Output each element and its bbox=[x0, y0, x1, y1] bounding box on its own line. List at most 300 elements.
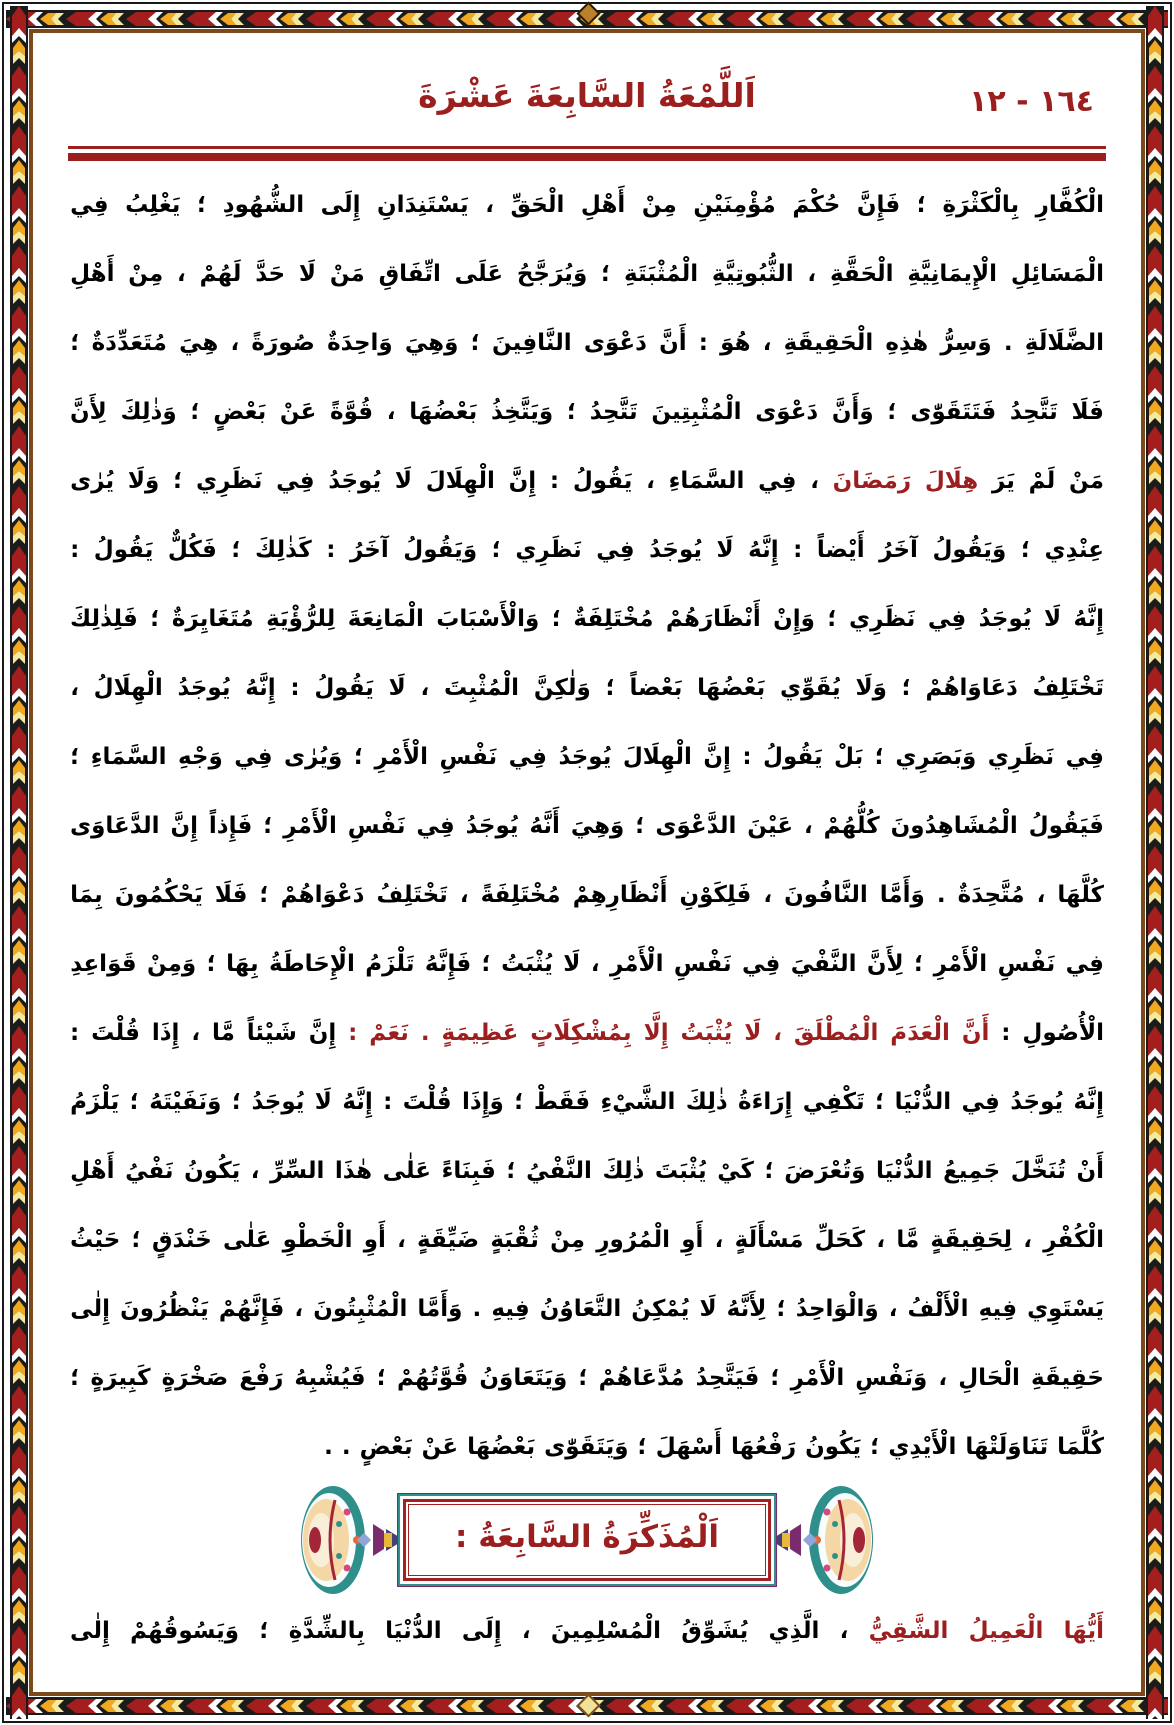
word: ؛ bbox=[481, 950, 491, 977]
word: ؛ bbox=[875, 1088, 885, 1115]
word: ثُقْبَةٍ bbox=[490, 1226, 539, 1253]
word: دَعْوَى bbox=[755, 398, 819, 425]
word: فِي bbox=[961, 1088, 1000, 1115]
word: ؛ bbox=[231, 536, 241, 563]
word: عَنْ bbox=[421, 1433, 459, 1460]
word: إِنَّهُ bbox=[1073, 605, 1104, 632]
word: إِنَّ bbox=[170, 812, 198, 839]
word: ؛ bbox=[70, 743, 80, 770]
word: يُوجَدُ bbox=[465, 812, 519, 839]
word: لَمْ bbox=[1028, 467, 1056, 494]
word: كَيْ bbox=[717, 1157, 754, 1184]
word: حَقِيقَةِ bbox=[1030, 1364, 1104, 1391]
word: شَيْئاً bbox=[246, 1019, 297, 1046]
word: : bbox=[383, 1088, 393, 1115]
word: الْخَطْوِ bbox=[282, 1226, 353, 1253]
word: ؛ bbox=[131, 1226, 141, 1253]
text-line bbox=[70, 1136, 1104, 1205]
word: الْمُشَاهِدُونَ bbox=[890, 812, 1018, 839]
word: تَتَّحِدُ bbox=[1009, 398, 1058, 425]
word: عِنْدِي bbox=[1044, 536, 1104, 563]
word: ، bbox=[459, 881, 469, 908]
word: فَتَتَقَوّٰى bbox=[910, 398, 997, 425]
word: الْحَالِ bbox=[958, 1364, 1020, 1391]
word: الثُّبُوتِيَّةِ bbox=[711, 260, 794, 287]
word: وَإِنْ bbox=[773, 605, 815, 632]
word: إِنَّهُ bbox=[748, 536, 779, 563]
word: وَأَمَّا bbox=[879, 881, 925, 908]
word: ، bbox=[773, 1019, 782, 1046]
word: فِي bbox=[70, 191, 109, 218]
word: كُلَّمَا bbox=[1057, 1433, 1104, 1460]
word: وَيَتَعَاوَنُ bbox=[479, 1364, 568, 1391]
word: نَظَرِي bbox=[515, 536, 582, 563]
word: أَنْ bbox=[1076, 1157, 1104, 1184]
word: كُلُّهُمْ bbox=[823, 812, 880, 839]
word: ، bbox=[294, 1295, 304, 1322]
word: الْإِيمَانِيَّةِ bbox=[907, 260, 998, 287]
word: فِيهِ bbox=[978, 1295, 1018, 1322]
word: يُمْكِنُ bbox=[631, 1295, 690, 1322]
word: عَلٰى bbox=[222, 1226, 272, 1253]
word: فَإِنَّ bbox=[856, 191, 901, 218]
word: مُدَّعَاهُمْ bbox=[598, 1364, 685, 1391]
word: الْعَدَمَ bbox=[890, 1019, 950, 1046]
word: يُقَوِّي bbox=[780, 674, 841, 701]
word: فِي bbox=[742, 950, 781, 977]
word: الْمُثْبِتَ bbox=[444, 674, 520, 701]
word: الدُّنْيَا bbox=[385, 1617, 442, 1644]
text-line bbox=[70, 1596, 1104, 1665]
word: وَأَمَّا bbox=[417, 1295, 463, 1322]
word: الْأَمْرِ bbox=[609, 950, 664, 977]
word: إِنَّ bbox=[703, 743, 731, 770]
word: ، bbox=[1036, 881, 1046, 908]
word: يَكُونُ bbox=[184, 1157, 241, 1184]
word: فِي bbox=[234, 743, 273, 770]
word: رَفْعَ bbox=[239, 1364, 284, 1391]
word: وَلَا bbox=[127, 467, 160, 494]
text-line bbox=[70, 584, 1104, 653]
word: ؛ bbox=[259, 1617, 269, 1644]
word: فَيَتَّحِدُ bbox=[695, 1364, 760, 1391]
word: ، bbox=[810, 467, 819, 494]
word: لَا bbox=[388, 674, 406, 701]
word: إِرَاءَةُ bbox=[738, 1088, 793, 1115]
word: . bbox=[1003, 329, 1013, 356]
word: يَلْزَمُ bbox=[70, 1088, 120, 1115]
word: الْمَسَائِلِ bbox=[1010, 260, 1104, 287]
word: ؛ bbox=[914, 950, 924, 977]
word: هٰذَا bbox=[334, 1157, 373, 1184]
word: كَبِيرَةٍ bbox=[90, 1364, 151, 1391]
word: وَهِيَ bbox=[404, 329, 459, 356]
word: رَفْعُهَا bbox=[730, 1433, 797, 1460]
frame-edge-left bbox=[2, 2, 4, 1723]
word: ؛ bbox=[874, 743, 884, 770]
word: مُتَّحِدَةٌ bbox=[957, 881, 1025, 908]
word: نَظَرِي bbox=[849, 605, 916, 632]
word: يَغْلِبُ bbox=[125, 191, 181, 218]
word: نَظَرِي bbox=[987, 743, 1055, 770]
word: يُوجَدُ bbox=[251, 1088, 305, 1115]
text-line bbox=[70, 446, 1104, 515]
word: يَقُولُ bbox=[314, 674, 374, 701]
word: يَسْتَنِدَانِ bbox=[377, 191, 469, 218]
word: الْمُثْبِتُونَ bbox=[313, 1295, 408, 1322]
chain-border-left bbox=[10, 6, 28, 1719]
word: الدَّعَاوَى bbox=[70, 812, 160, 839]
word: يُوجَدُ bbox=[558, 743, 612, 770]
word: ؛ bbox=[506, 1157, 516, 1184]
word: الْأَمْرِ bbox=[374, 743, 429, 770]
word: جَمِيعُ bbox=[943, 1157, 1001, 1184]
word: قُلْتَ bbox=[91, 1019, 140, 1046]
word: ؛ bbox=[353, 743, 364, 770]
word: لَا bbox=[563, 950, 581, 977]
word: لَا bbox=[1043, 605, 1062, 632]
word: ؛ bbox=[578, 1364, 588, 1391]
word: السَّمَاءِ bbox=[668, 467, 745, 494]
word: بَعْضٍ bbox=[359, 1433, 413, 1460]
word: يَحْكُمُونَ bbox=[114, 881, 203, 908]
word: : bbox=[549, 467, 560, 494]
word: الْأُصُولِ bbox=[1022, 1019, 1104, 1046]
word: يُوجَدُ bbox=[328, 467, 382, 494]
word: ؛ bbox=[1020, 536, 1031, 563]
word: ؛ bbox=[776, 1295, 786, 1322]
word: وَيَتَقَوّٰى bbox=[544, 1433, 629, 1460]
word: ، bbox=[763, 881, 773, 908]
word: وَتُعْرَضَ bbox=[784, 1157, 866, 1184]
word: أَهْلِ bbox=[580, 191, 626, 218]
word: نَفْيُ bbox=[125, 1157, 174, 1184]
text-line bbox=[70, 791, 1104, 860]
word: فِي bbox=[758, 467, 797, 494]
word: مُخْتَلِفَةٌ bbox=[573, 605, 654, 632]
word: الْمُثْبِتِينَ bbox=[651, 398, 742, 425]
word: : bbox=[793, 536, 803, 563]
word: يُوجَدُ bbox=[978, 605, 1032, 632]
word: أَسْهَلَ bbox=[655, 1433, 722, 1460]
word: بَلْ bbox=[834, 743, 864, 770]
word: إِلَى bbox=[461, 1617, 502, 1644]
word: ؛ bbox=[770, 1364, 780, 1391]
word: تَتَّحِدُ bbox=[589, 398, 638, 425]
word: ؛ bbox=[764, 1157, 774, 1184]
word: ، bbox=[807, 260, 817, 287]
word: وَمِنْ bbox=[146, 950, 197, 977]
word: يُوجَدُ bbox=[649, 536, 703, 563]
word: أَوِ bbox=[681, 1226, 704, 1253]
word: أَيْضاً bbox=[816, 536, 865, 563]
word: مُتَعَدِّدَةٌ bbox=[91, 329, 167, 356]
word: النَّافِينَ bbox=[491, 329, 572, 356]
word: لَا bbox=[394, 467, 413, 494]
text-line bbox=[70, 722, 1104, 791]
word: الَّذِي bbox=[768, 1617, 820, 1644]
word: لَا bbox=[314, 1088, 332, 1115]
word: كَذٰلِكَ bbox=[255, 536, 312, 563]
word: تَخْتَلِفُ bbox=[1032, 674, 1104, 701]
word: فَبِنَاءً bbox=[441, 1157, 496, 1184]
word: بِهَا bbox=[226, 950, 259, 977]
word: الْإِحَاطَةُ bbox=[269, 950, 355, 977]
word: وَبَصَرِي bbox=[895, 743, 977, 770]
word: يَكُونُ bbox=[805, 1433, 862, 1460]
word: الْحَقِّ bbox=[510, 191, 565, 218]
word: يُثْبَتُ bbox=[680, 1019, 733, 1046]
text-line bbox=[70, 998, 1104, 1067]
word: التَّعَاوُنُ bbox=[539, 1295, 622, 1322]
text-line bbox=[70, 239, 1104, 308]
word: فَيُشْبِهُ bbox=[294, 1364, 366, 1391]
word: بَعْضُهَا bbox=[409, 398, 478, 425]
inner-rule-left bbox=[29, 29, 33, 1696]
word: ؛ bbox=[491, 536, 501, 563]
word: عَظِيمَةٍ bbox=[441, 1019, 519, 1046]
word: نَفْسِ bbox=[439, 743, 498, 770]
word: يَنْظُرُونَ bbox=[120, 1295, 209, 1322]
word: أَنْظَارَهُمْ bbox=[665, 605, 761, 632]
word: لَا bbox=[716, 536, 734, 563]
word: فَكُلٌّ bbox=[167, 536, 217, 563]
word: وَجْهِ bbox=[177, 743, 223, 770]
word: كُلَّهَا bbox=[1057, 881, 1104, 908]
word: يُثْبَتَ bbox=[654, 1157, 707, 1184]
word: الدُّنْيَا bbox=[894, 1088, 952, 1115]
page-number: ١٦٤ - ١٢ bbox=[969, 84, 1094, 119]
word: إِلٰى bbox=[70, 1617, 110, 1644]
word: فَقَطْ bbox=[533, 1088, 591, 1115]
memo-title: اَلْمُذَكِّرَةُ السَّابِعَةُ : bbox=[455, 1519, 719, 1555]
word: فَإِذاً bbox=[208, 812, 253, 839]
word: ، bbox=[714, 1226, 724, 1253]
word: ؛ bbox=[173, 467, 183, 494]
word: ؛ bbox=[231, 1088, 242, 1115]
word: وَنَفَيْتَهُ bbox=[149, 1088, 222, 1115]
word: إِنَّ bbox=[308, 1019, 337, 1046]
word: تَلْزَمُ bbox=[365, 950, 415, 977]
word: . bbox=[420, 1019, 430, 1046]
word: أَنَّ bbox=[659, 329, 687, 356]
word: فِي bbox=[276, 467, 315, 494]
word: مُؤْمِنَيْنِ bbox=[693, 191, 776, 218]
word: : bbox=[290, 674, 300, 701]
word: هٰذِهِ bbox=[885, 329, 929, 356]
word: إِذَا bbox=[151, 1019, 180, 1046]
word: اتِّفَاقِ bbox=[378, 260, 441, 287]
word: نَظَرِي bbox=[196, 467, 263, 494]
word: كَحَلِّ bbox=[814, 1226, 866, 1253]
word: فَلَا bbox=[1071, 398, 1104, 425]
word: عَلَى bbox=[454, 260, 504, 287]
word: ؛ bbox=[635, 812, 645, 839]
word: ، bbox=[646, 467, 655, 494]
word: فِي bbox=[927, 605, 967, 632]
word: أَنَّ bbox=[961, 1019, 990, 1046]
word: الْمَانِعَةَ bbox=[347, 605, 424, 632]
word: فِي bbox=[1065, 950, 1104, 977]
word: خَنْدَقٍ bbox=[151, 1226, 212, 1253]
word: وَالْوَاحِدُ bbox=[795, 1295, 879, 1322]
word: بِالْكَثْرَةِ bbox=[942, 191, 1020, 218]
word: حُكْمَ bbox=[792, 191, 841, 218]
word: نَفْسِ bbox=[997, 950, 1056, 977]
word: وَالْأَسْبَابَ bbox=[436, 605, 540, 632]
word: عَيْنَ bbox=[747, 812, 794, 839]
word: الضَّلَالَةِ bbox=[1024, 329, 1104, 356]
word: آخَرُ bbox=[349, 536, 389, 563]
word: أَنْظَارِهِمْ bbox=[572, 881, 668, 908]
word: ؛ bbox=[376, 1364, 386, 1391]
word: ، bbox=[839, 1617, 849, 1644]
word: ، bbox=[177, 260, 186, 287]
word: وَيَقُولُ bbox=[932, 536, 1007, 563]
frame-edge-bottom bbox=[2, 1721, 1172, 1723]
word: إِنَّهُ bbox=[1073, 1088, 1104, 1115]
word: بَعْضاً bbox=[629, 674, 683, 701]
word: آخَرُ bbox=[879, 536, 918, 563]
word: لَا bbox=[699, 1295, 717, 1322]
word: ، bbox=[485, 191, 494, 218]
word: تُنَخَّلَ bbox=[1010, 1157, 1066, 1184]
word: ؛ bbox=[197, 191, 207, 218]
word: ، bbox=[762, 329, 772, 356]
word: الْحَقِيقَةِ bbox=[783, 329, 874, 356]
word: فَلِكَوْنِ bbox=[679, 881, 752, 908]
word: تَكْفِي bbox=[802, 1088, 865, 1115]
word: بِمَا bbox=[70, 881, 103, 908]
word: فِي bbox=[508, 743, 547, 770]
text-line bbox=[70, 1412, 1104, 1481]
text-line bbox=[70, 515, 1104, 584]
word: الْهِلَالُ bbox=[93, 674, 163, 701]
word: يُشَوِّقُ bbox=[681, 1617, 749, 1644]
word: قَوَاعِدِ bbox=[70, 950, 137, 977]
word: : bbox=[698, 329, 708, 356]
word: ؛ bbox=[514, 1088, 524, 1115]
word: نَفْسِ bbox=[347, 812, 406, 839]
word: صَخْرَةٍ bbox=[161, 1364, 229, 1391]
word: الْأَلْفُ bbox=[907, 1295, 969, 1322]
word: ؛ bbox=[870, 1433, 880, 1460]
word: يَقُولُ bbox=[572, 467, 633, 494]
word: وَاحِدَةٌ bbox=[327, 329, 393, 356]
word: ، bbox=[397, 1226, 406, 1253]
word: الشَّقِيُّ bbox=[868, 1617, 949, 1644]
inner-rule-right bbox=[1141, 29, 1145, 1696]
word: ، bbox=[804, 812, 813, 839]
text-line bbox=[70, 653, 1104, 722]
word: فَإِنَّهُمْ bbox=[218, 1295, 285, 1322]
word: ؛ bbox=[470, 329, 480, 356]
floral-ornament-left-icon bbox=[769, 1484, 873, 1596]
word: ذٰلِكَ bbox=[602, 1157, 645, 1184]
word: لِحَقِيقَةٍ bbox=[930, 1226, 1013, 1253]
word: قُوَّةً bbox=[330, 398, 374, 425]
word: وَيَسُوقُهُمْ bbox=[130, 1617, 240, 1644]
word: الدَّعْوَى bbox=[655, 812, 737, 839]
word: إِلَّا bbox=[643, 1019, 669, 1046]
word: ؛ bbox=[601, 260, 611, 287]
word: فَإِنَّهُ bbox=[424, 950, 472, 977]
word: ؛ bbox=[263, 812, 273, 839]
word: ؛ bbox=[827, 605, 837, 632]
text-line bbox=[70, 860, 1104, 929]
word: الْكُفْرِ bbox=[1043, 1226, 1104, 1253]
word: دَعَاوَاهُمْ bbox=[925, 674, 1018, 701]
word: ؛ bbox=[70, 1364, 80, 1391]
word: أَنَّهُ bbox=[529, 812, 560, 839]
word: ؛ bbox=[887, 398, 897, 425]
word: ، bbox=[250, 1157, 260, 1184]
word: إِنَّهُ bbox=[342, 1088, 373, 1115]
word: وَيَتَّخِذُ bbox=[490, 398, 554, 425]
footer-text bbox=[70, 1596, 1104, 1665]
word: وَلٰكِنَّ bbox=[533, 674, 591, 701]
word: : bbox=[70, 536, 80, 563]
word: النَّافُونَ bbox=[784, 881, 868, 908]
word: وَلَا bbox=[855, 674, 887, 701]
frame-edge-right bbox=[1170, 2, 1172, 1723]
word: . bbox=[324, 1433, 333, 1460]
word: لَهُمْ bbox=[199, 260, 242, 287]
text-line bbox=[70, 1067, 1104, 1136]
word: ؛ bbox=[129, 1088, 139, 1115]
word: نَفْسِ bbox=[673, 950, 732, 977]
header-divider-thin bbox=[68, 146, 1106, 149]
word: حَيْثُ bbox=[70, 1226, 121, 1253]
floral-ornament-right-icon bbox=[301, 1484, 405, 1596]
word: ؛ bbox=[605, 674, 615, 701]
word: الْمُثْبَتَةِ bbox=[624, 260, 699, 287]
word: عَلٰى bbox=[382, 1157, 431, 1184]
word: أَهْلِ bbox=[70, 260, 115, 287]
word: وَنَفْسِ bbox=[855, 1364, 928, 1391]
word: يَقُولُ bbox=[93, 536, 154, 563]
word: ، bbox=[938, 1364, 948, 1391]
word: لَا bbox=[744, 1019, 762, 1046]
word: مَّا bbox=[212, 1019, 235, 1046]
word: النَّفْيُ bbox=[526, 1157, 592, 1184]
word: وَإِذَا bbox=[461, 1088, 504, 1115]
word: وَسِرُّ bbox=[940, 329, 992, 356]
word: الْحَقَّةِ bbox=[829, 260, 894, 287]
word: بِالشِّدَّةِ bbox=[288, 1617, 365, 1644]
word: أَهْلِ bbox=[70, 1157, 115, 1184]
text-line bbox=[70, 929, 1104, 998]
word: الْهِلَالَ bbox=[622, 743, 692, 770]
word: ؛ bbox=[150, 605, 160, 632]
word: وَأَنَّ bbox=[831, 398, 874, 425]
word: ، bbox=[888, 1295, 898, 1322]
word: الشَّيْءِ bbox=[600, 1088, 676, 1115]
word: إِنَّهُ bbox=[245, 674, 276, 701]
inner-rule-top bbox=[29, 29, 1145, 33]
word: يُرٰى bbox=[70, 467, 115, 494]
header-divider-thick bbox=[68, 153, 1106, 161]
word: ، bbox=[876, 1226, 886, 1253]
body-text bbox=[70, 170, 1104, 1481]
word: وَيُرٰى bbox=[284, 743, 343, 770]
word: مَنْ bbox=[1069, 467, 1104, 494]
word: ؛ bbox=[551, 605, 561, 632]
word: . bbox=[341, 1433, 351, 1460]
word: . bbox=[472, 1295, 482, 1322]
word: إِلَى bbox=[320, 191, 361, 218]
word: الْهِلَالَ bbox=[425, 467, 495, 494]
